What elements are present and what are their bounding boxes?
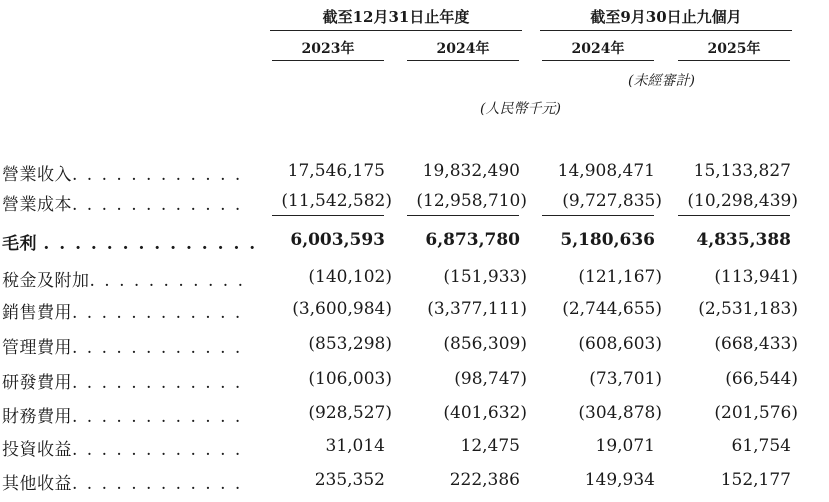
- table-row-investment-income: [0, 432, 829, 462]
- cell-value: 222,386: [449, 470, 520, 490]
- cell-value: (11,542,582): [281, 191, 392, 211]
- row-label: 稅金及附加. . . . . . . . . . .: [2, 271, 245, 291]
- cell-value: (9,727,835): [562, 191, 662, 211]
- cell-value: (121,167): [578, 267, 662, 287]
- subtotal-underline: [542, 215, 654, 216]
- cell-value: (106,003): [308, 369, 392, 389]
- table-row-cost-of-sales: [0, 187, 829, 217]
- cell-value: 31,014: [325, 436, 385, 456]
- cell-value: (12,958,710): [416, 191, 527, 211]
- unaudited-note: (未經審計): [628, 73, 695, 89]
- cell-value: 4,835,388: [696, 230, 791, 250]
- cell-value: (98,747): [454, 369, 527, 389]
- subtotal-underline: [272, 215, 384, 216]
- cell-value: 17,546,175: [287, 161, 385, 181]
- subtotal-underline: [407, 215, 519, 216]
- row-label: 毛利 . . . . . . . . . . . . . .: [2, 234, 258, 254]
- cell-value: (66,544): [725, 369, 798, 389]
- group-title-year-end: 截至12月31日止年度: [322, 8, 470, 26]
- group-divider: [270, 30, 522, 31]
- cell-value: 152,177: [720, 470, 791, 490]
- year-header-2025: 2025年: [707, 41, 761, 57]
- cell-value: (304,878): [578, 403, 662, 423]
- cell-value: 5,180,636: [560, 230, 655, 250]
- cell-value: (73,701): [589, 369, 662, 389]
- cell-value: (113,941): [714, 267, 798, 287]
- row-label: 銷售費用. . . . . . . . . . . .: [2, 303, 243, 323]
- table-row-taxes-surcharges: [0, 263, 829, 293]
- year-header-2024-annual: 2024年: [436, 41, 490, 57]
- table-row-admin-expenses: [0, 330, 829, 360]
- cell-value: (3,600,984): [292, 299, 392, 319]
- table-row-other-income: [0, 466, 829, 496]
- cell-value: 235,352: [314, 470, 385, 490]
- cell-value: (668,433): [714, 334, 798, 354]
- cell-value: 12,475: [460, 436, 520, 456]
- row-label: 財務費用. . . . . . . . . . . .: [2, 407, 243, 427]
- cell-value: (140,102): [308, 267, 392, 287]
- cell-value: (2,744,655): [562, 299, 662, 319]
- cell-value: (151,933): [443, 267, 527, 287]
- cell-value: (856,309): [443, 334, 527, 354]
- table-row-finance-expenses: [0, 399, 829, 429]
- table-row-gross-profit: [0, 226, 829, 256]
- cell-value: 14,908,471: [557, 161, 655, 181]
- cell-value: 15,133,827: [693, 161, 791, 181]
- cell-value: (3,377,111): [427, 299, 527, 319]
- year-header-2024-interim: 2024年: [571, 41, 625, 57]
- row-label: 其他收益. . . . . . . . . . . .: [2, 474, 243, 494]
- year-divider: [272, 60, 384, 61]
- cell-value: 19,832,490: [422, 161, 520, 181]
- cell-value: 19,071: [595, 436, 655, 456]
- row-label: 投資收益. . . . . . . . . . . .: [2, 440, 243, 460]
- row-label: 管理費用. . . . . . . . . . . .: [2, 338, 243, 358]
- row-label: 營業成本. . . . . . . . . . . .: [2, 195, 243, 215]
- row-label: 營業收入. . . . . . . . . . . .: [2, 165, 243, 185]
- year-divider: [407, 60, 519, 61]
- year-divider: [678, 60, 790, 61]
- cell-value: (853,298): [308, 334, 392, 354]
- cell-value: (928,527): [308, 403, 392, 423]
- cell-value: (401,632): [443, 403, 527, 423]
- table-row-rd-expenses: [0, 365, 829, 395]
- table-row-selling-expenses: [0, 295, 829, 325]
- year-header-2023: 2023年: [301, 41, 355, 57]
- cell-value: (608,603): [578, 334, 662, 354]
- cell-value: 6,873,780: [425, 230, 520, 250]
- row-label: 研發費用. . . . . . . . . . . .: [2, 373, 243, 393]
- cell-value: (201,576): [714, 403, 798, 423]
- cell-value: (10,298,439): [687, 191, 798, 211]
- cell-value: 61,754: [731, 436, 791, 456]
- year-divider: [542, 60, 654, 61]
- cell-value: 149,934: [584, 470, 655, 490]
- subtotal-underline: [678, 215, 790, 216]
- group-divider: [540, 30, 792, 31]
- cell-value: 6,003,593: [290, 230, 385, 250]
- cell-value: (2,531,183): [698, 299, 798, 319]
- unit-note: (人民幣千元): [480, 101, 561, 117]
- table-row-revenue: [0, 157, 829, 187]
- group-title-nine-months: 截至9月30日止九個月: [590, 8, 742, 26]
